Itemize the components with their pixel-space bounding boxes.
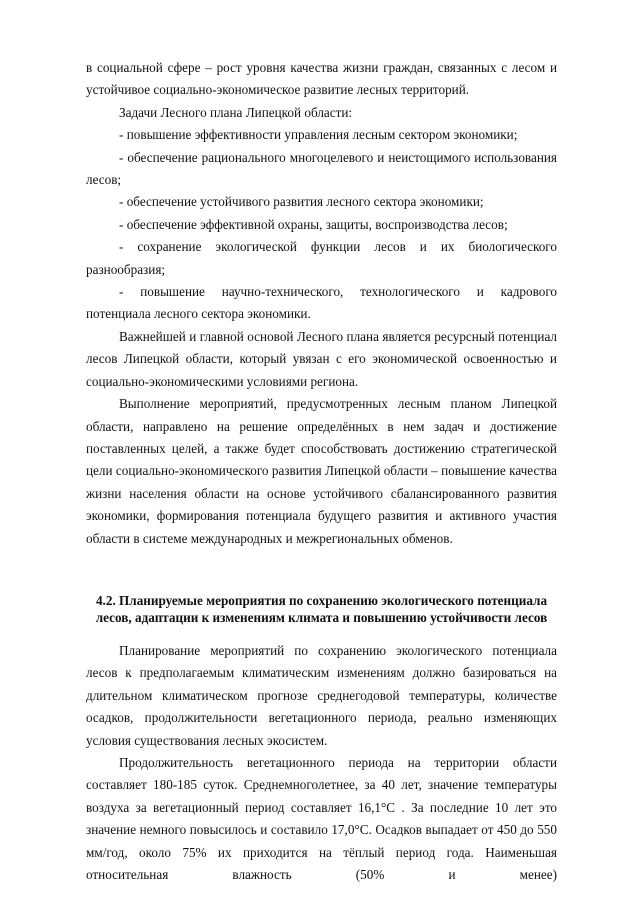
paragraph-vegetation-period: Продолжительность вегетационного периода на территории области составляет 180-185 суток. Среднемноголетнее, за 40 лет, значение температуры воздуха за вегетационный период составляет 16,1°С . За последние 10 лет это значение немного повысилось и составило 17,0°С. Осадков выпадает от 450 до 550 мм/год, около 75% их приходится на тёплый период года. Наименьшая относительная влажность (50% и менее) [86, 754, 557, 882]
list-item-ecological-function: - сохранение экологической функции лесов и их биологического разнообразия; [86, 239, 557, 277]
paragraph-tasks-title: Задачи Лесного плана Липецкой области: [119, 104, 353, 120]
list-item-management: - повышение эффективности управления лесным сектором экономики; [119, 127, 518, 143]
document-page [86, 57, 557, 886]
list-item-sustainable-development: - обеспечение устойчивого развития лесного сектора экономики; [119, 194, 484, 210]
paragraph-implementation: Выполнение мероприятий, предусмотренных лесным планом Липецкой области, направлено на решение определённых в нем задач и достижение поставленных целей, а также будет способствовать достижению стратегической цели социально-экономического развития Липецкой области – повышение качества жизни населения области на основе устойчивого сбалансированного развития экономики, формирования потенциала будущего развития и активного участия области в системе международных и межрегиональных обменов. [86, 396, 557, 546]
paragraph-social-sphere: в социальной сфере – рост уровня качества жизни граждан, связанных с лесом и устойчивое социально-экономическое развитие лесных территорий. [86, 60, 557, 98]
list-item-scientific-potential: - повышение научно-технического, технологического и кадрового потенциала лесного сектора экономики. [86, 284, 557, 322]
section-heading [86, 592, 557, 626]
paragraph-resource-potential: Важнейшей и главной основой Лесного плана является ресурсный потенциал лесов Липецкой области, который увязан с его экономической освоенностью и социально-экономическими условиями региона. [86, 328, 557, 389]
paragraph-planning: Планирование мероприятий по сохранению экологического потенциала лесов к предполагаемым климатическим изменениям должно базироваться на длительном климатическом прогнозе среднегодовой температуры, количестве осадков, продолжительности вегетационного периода, реально изменяющих условия существования лесных экосистем. [86, 642, 557, 748]
section-heading-line-2: лесов, адаптации к изменениям климата и повышению устойчивости лесов [95, 609, 548, 625]
list-item-rational-use: - обеспечение рационального многоцелевого и неистощимого использования лесов; [86, 149, 557, 188]
list-item-protection: - обеспечение эффективной охраны, защиты, воспроизводства лесов; [119, 216, 508, 232]
section-heading-line-1: 4.2. Планируемые мероприятия по сохранению экологического потенциала [95, 592, 548, 608]
